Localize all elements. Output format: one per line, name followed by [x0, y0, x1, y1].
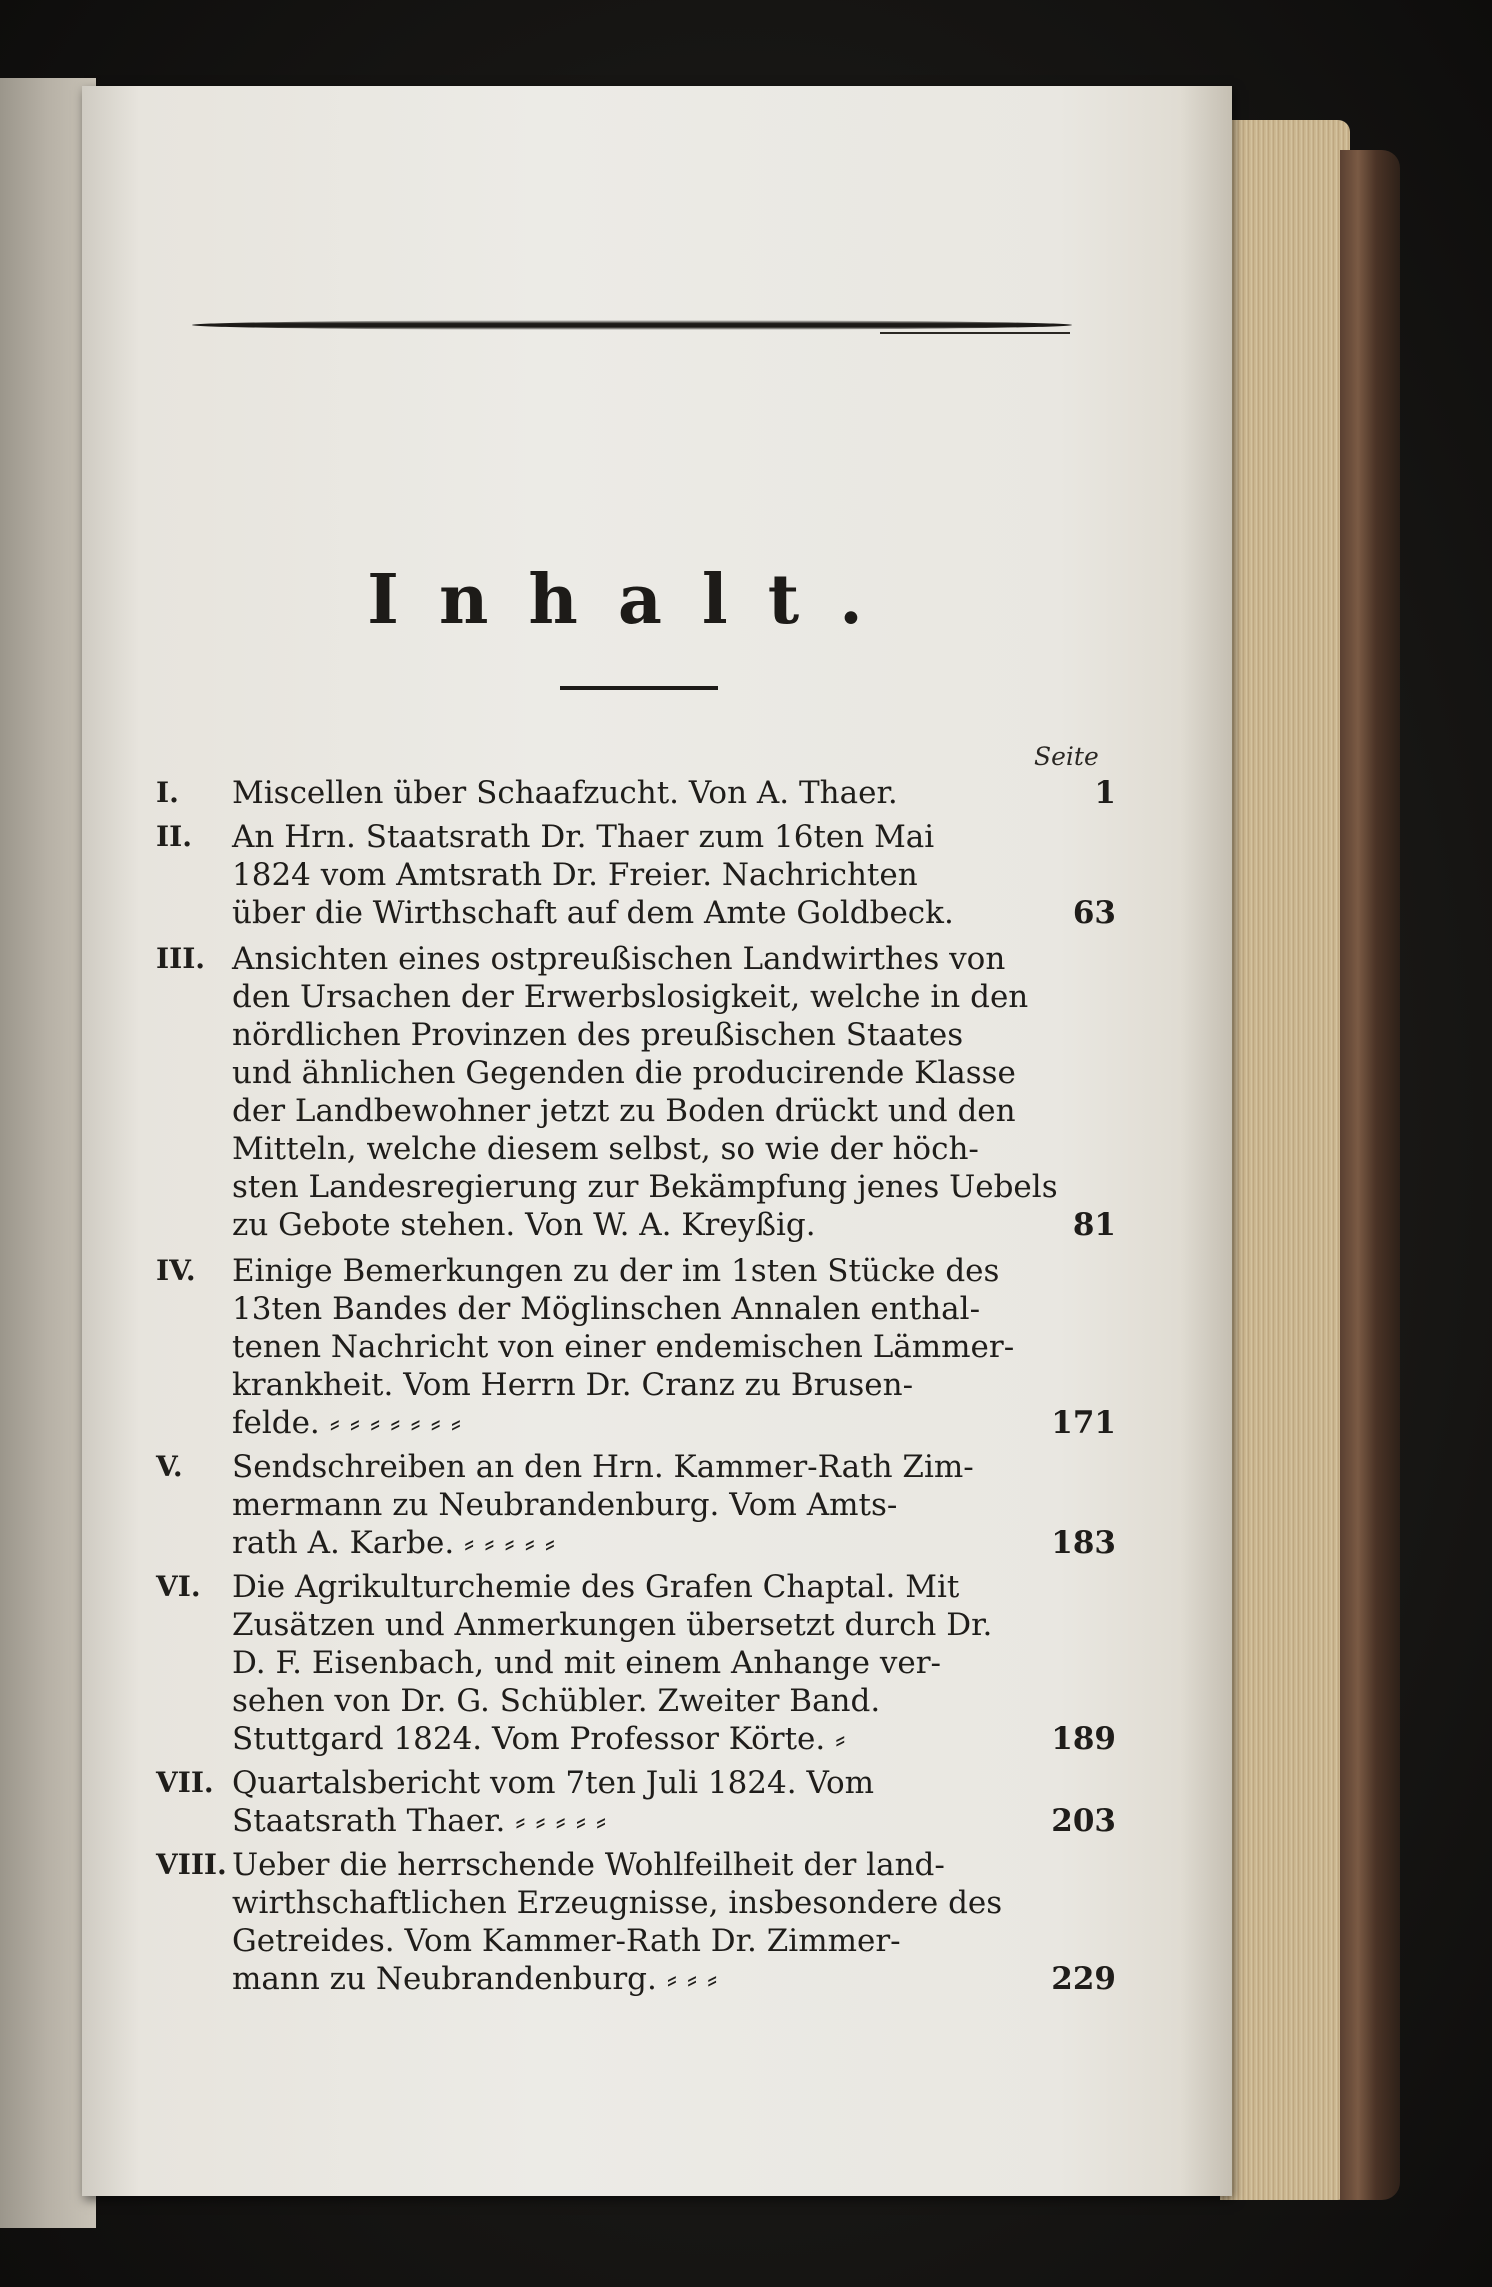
decorative-top-rule-tail: [880, 332, 1070, 334]
toc-entry-text: und ähnlichen Gegenden die producirende Klasse: [232, 1055, 1016, 1091]
toc-entry-text: nördlichen Provinzen des preußischen Staates: [232, 1017, 964, 1053]
toc-line: [156, 1448, 1116, 1486]
toc-line: [156, 1720, 1116, 1758]
toc-line: [156, 1764, 1116, 1802]
toc-entry-text: der Landbewohner jetzt zu Boden drückt und den: [232, 1093, 1016, 1129]
toc-line: [156, 774, 1116, 812]
toc-line: [156, 1568, 1116, 1606]
toc-entry-text: Einige Bemerkungen zu der im 1sten Stücke des: [232, 1253, 1000, 1289]
toc-line: [156, 1846, 1116, 1884]
page-gutter-shadow: [1180, 86, 1232, 2196]
toc-entry-number: V.: [156, 1450, 183, 1483]
toc-entry-text: Mitteln, welche diesem selbst, so wie der höch-: [232, 1131, 979, 1167]
toc-line: [156, 1328, 1116, 1366]
toc-entry-text: wirthschaftlichen Erzeugnisse, insbesondere des: [232, 1885, 1003, 1921]
toc-entry-text: zu Gebote stehen. Von W. A. Kreyßig.: [232, 1207, 816, 1243]
toc-entry-text: mann zu Neubrandenburg. ⸗ ⸗ ⸗: [232, 1961, 718, 1997]
toc-entry-text: Getreides. Vom Kammer-Rath Dr. Zimmer-: [232, 1923, 901, 1959]
toc-entry-text: Ueber die herrschende Wohlfeilheit der land-: [232, 1847, 945, 1883]
toc-page-number: 63: [1072, 895, 1116, 931]
toc-line: [156, 978, 1116, 1016]
toc-entry-number: III.: [156, 942, 206, 975]
toc-entry: [156, 1448, 1116, 1562]
toc-entry-text: tenen Nachricht von einer endemischen Lämmer-: [232, 1329, 1015, 1365]
toc-entry-text: Sendschreiben an den Hrn. Kammer-Rath Zim-: [232, 1449, 974, 1485]
toc-page-number: 171: [1051, 1405, 1116, 1441]
book-cover-edge: [1340, 150, 1400, 2200]
toc-line: [156, 1606, 1116, 1644]
toc-line: [156, 1682, 1116, 1720]
toc-line: [156, 1524, 1116, 1562]
toc-line: [156, 1922, 1116, 1960]
toc-entry-text: sehen von Dr. G. Schübler. Zweiter Band.: [232, 1683, 881, 1719]
toc-line: [156, 1884, 1116, 1922]
title-underline-rule: [560, 686, 718, 690]
toc-line: [156, 1290, 1116, 1328]
toc-line: [156, 818, 1116, 856]
decorative-top-rule: [192, 320, 1072, 330]
toc-line: [156, 1252, 1116, 1290]
toc-entry-text: Ansichten eines ostpreußischen Landwirthes von: [232, 941, 1006, 977]
toc-entry-text: krankheit. Vom Herrn Dr. Cranz zu Brusen-: [232, 1367, 914, 1403]
toc-page-number: 189: [1051, 1721, 1116, 1757]
toc-line: [156, 1366, 1116, 1404]
toc-entry-number: VII.: [156, 1766, 214, 1799]
toc-entry-text: D. F. Eisenbach, und mit einem Anhange ver-: [232, 1645, 942, 1681]
toc-entry: [156, 1252, 1116, 1442]
toc-entry: [156, 818, 1116, 932]
page-title: Inhalt.: [367, 560, 903, 640]
toc-line: [156, 940, 1116, 978]
toc-line: [156, 894, 1116, 932]
toc-line: [156, 1644, 1116, 1682]
toc-line: [156, 1092, 1116, 1130]
toc-entry-text: mermann zu Neubrandenburg. Vom Amts-: [232, 1487, 898, 1523]
toc-entry-text: 13ten Bandes der Möglinschen Annalen enthal-: [232, 1291, 981, 1327]
toc-line: [156, 1130, 1116, 1168]
toc-page-number: 203: [1051, 1803, 1116, 1839]
toc-line: [156, 1802, 1116, 1840]
toc-entry-text: Zusätzen und Anmerkungen übersetzt durch Dr.: [232, 1607, 993, 1643]
toc-page-number: 1: [1094, 775, 1116, 811]
toc-entry-text: über die Wirthschaft auf dem Amte Goldbeck.: [232, 895, 954, 931]
toc-entry-text: 1824 vom Amtsrath Dr. Freier. Nachrichten: [232, 857, 918, 893]
toc-entry: [156, 1568, 1116, 1758]
toc-entry-text: Quartalsbericht vom 7ten Juli 1824. Vom: [232, 1765, 875, 1801]
toc-page-number: 183: [1051, 1525, 1116, 1561]
page-column-header: Seite: [1034, 742, 1099, 771]
toc-entry: [156, 1764, 1116, 1840]
toc-line: [156, 1486, 1116, 1524]
toc-entry: [156, 774, 1116, 812]
toc-entry-text: Die Agrikulturchemie des Grafen Chaptal. Mit: [232, 1569, 960, 1605]
toc-entry-text: Miscellen über Schaafzucht. Von A. Thaer.: [232, 775, 898, 811]
toc-page-number: 229: [1051, 1961, 1116, 1997]
toc-line: [156, 856, 1116, 894]
toc-entry: [156, 940, 1116, 1244]
toc-line: [156, 1016, 1116, 1054]
toc-entry-number: I.: [156, 776, 179, 809]
toc-entry-text: Staatsrath Thaer. ⸗ ⸗ ⸗ ⸗ ⸗: [232, 1803, 607, 1839]
toc-line: [156, 1054, 1116, 1092]
toc-entry-text: Stuttgard 1824. Vom Professor Körte. ⸗: [232, 1721, 846, 1757]
toc-entry-text: felde. ⸗ ⸗ ⸗ ⸗ ⸗ ⸗ ⸗: [232, 1405, 462, 1441]
toc-entry-number: IV.: [156, 1254, 196, 1287]
toc-entry-number: VIII.: [156, 1848, 227, 1881]
toc-entry-text: rath A. Karbe. ⸗ ⸗ ⸗ ⸗ ⸗: [232, 1525, 556, 1561]
toc-line: [156, 1206, 1116, 1244]
toc-entry-number: II.: [156, 820, 192, 853]
book-fore-edge: [1220, 120, 1350, 2200]
toc-entry: [156, 1846, 1116, 1998]
toc-line: [156, 1404, 1116, 1442]
toc-entry-text: An Hrn. Staatsrath Dr. Thaer zum 16ten Mai: [232, 819, 935, 855]
toc-line: [156, 1960, 1116, 1998]
toc-entry-text: den Ursachen der Erwerbslosigkeit, welche in den: [232, 979, 1029, 1015]
toc-entry-number: VI.: [156, 1570, 201, 1603]
toc-page-number: 81: [1072, 1207, 1116, 1243]
toc-line: [156, 1168, 1116, 1206]
toc-entry-text: sten Landesregierung zur Bekämpfung jenes Uebels: [232, 1169, 1058, 1205]
table-of-contents: [156, 774, 1116, 1998]
